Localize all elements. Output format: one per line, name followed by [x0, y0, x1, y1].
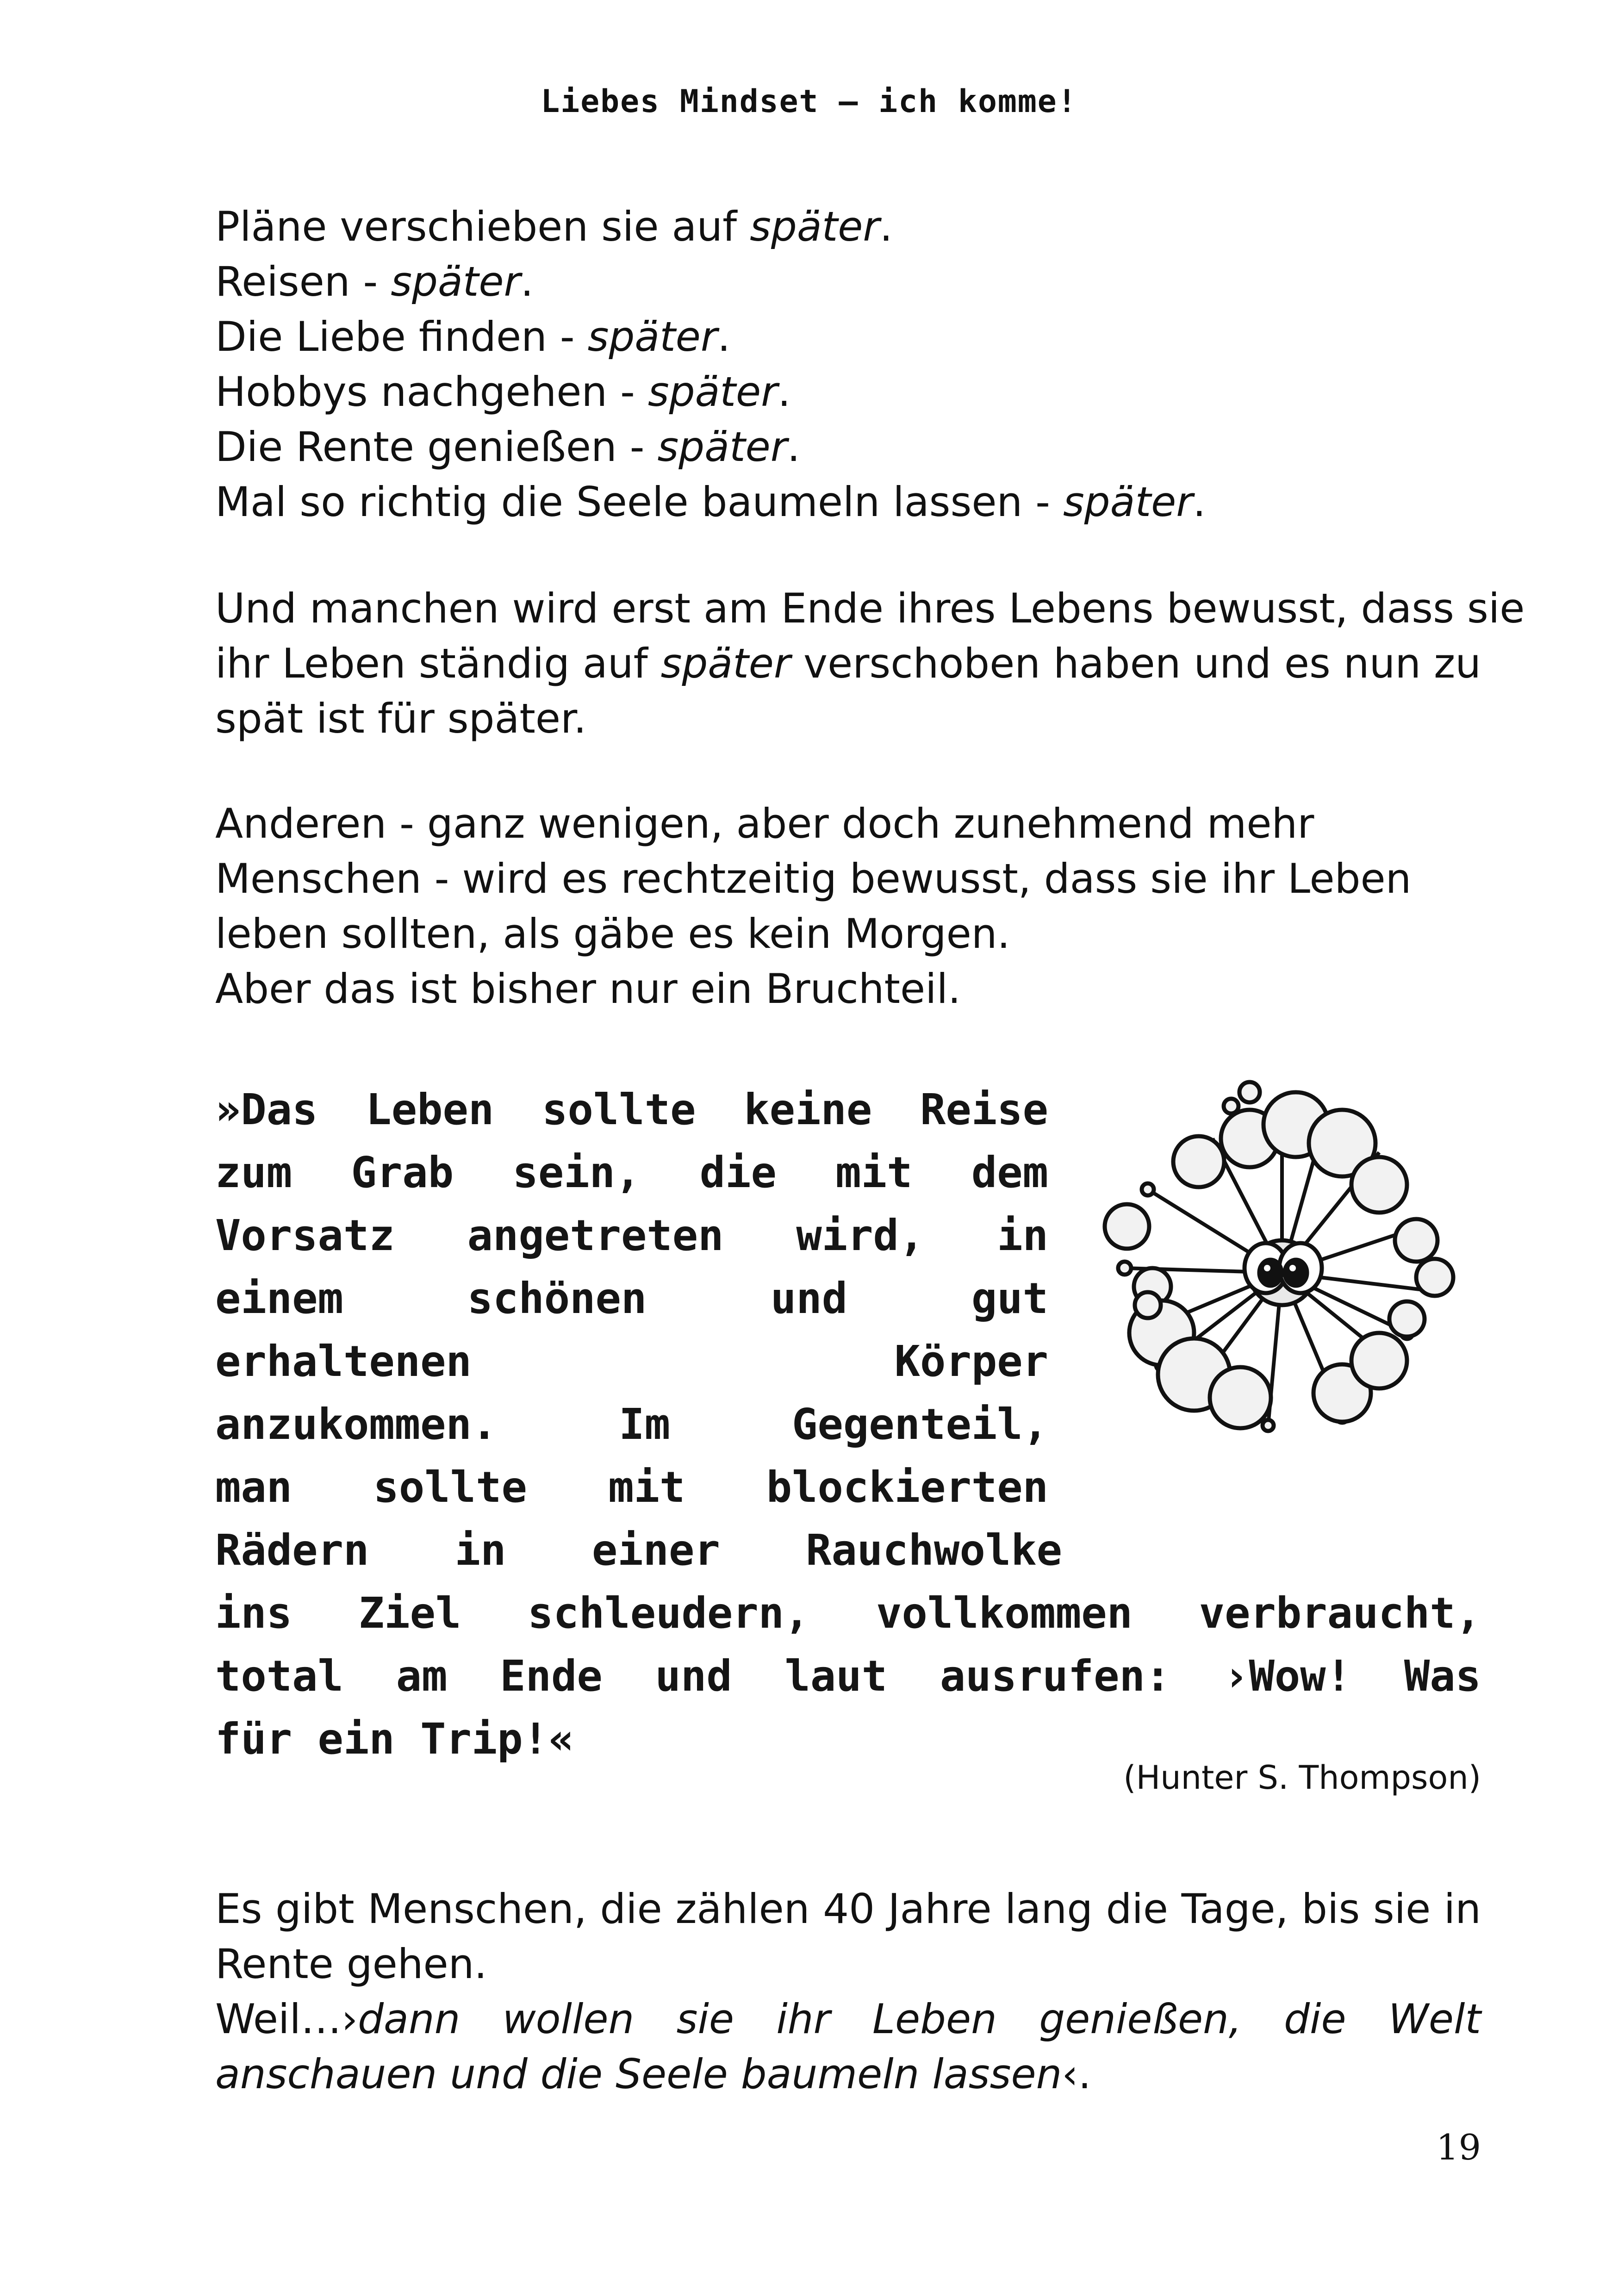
text-line: Die Liebe finden - später. [215, 313, 731, 361]
quote-line: einem schönen und gut [215, 1274, 1048, 1323]
quote-attribution: (Hunter S. Thompson) [1123, 1759, 1481, 1797]
quote-line: total am Ende und laut ausrufen: ›Wow! Was [215, 1651, 1481, 1701]
text-line: Aber das ist bisher nur ein Bruchteil. [215, 965, 961, 1013]
text-line: ihr Leben ständig auf später verschoben haben und es nun zu [215, 640, 1481, 687]
quote-line: Vorsatz angetreten wird, in [215, 1211, 1048, 1260]
text-line: Mal so richtig die Seele baumeln lassen - später. [215, 478, 1206, 526]
paragraph-others [215, 796, 1481, 1016]
text-line: Und manchen wird erst am Ende ihres Lebens bewusst, dass sie [215, 585, 1525, 632]
quote-line: erhaltenen Körper [215, 1337, 1048, 1386]
quote-line: anzukommen. Im Gegenteil, [215, 1400, 1048, 1449]
paragraph-retirement [215, 1881, 1481, 2102]
text-line: anschauen und die Seele baumeln lassen‹. [215, 2050, 1091, 2098]
text-line: Rente gehen. [215, 1940, 487, 1988]
quote-line: ins Ziel schleudern, vollkommen verbraucht, [215, 1588, 1481, 1638]
quote-line: »Das Leben sollte keine Reise [215, 1085, 1048, 1134]
quote-line: für ein Trip!« [215, 1714, 574, 1764]
quote-line: zum Grab sein, die mit dem [215, 1148, 1048, 1197]
text-line: Reisen - später. [215, 258, 534, 305]
page-number: 19 [1436, 2127, 1481, 2168]
text-line: spät ist für später. [215, 695, 587, 742]
text-line: Pläne verschieben sie auf später. [215, 203, 893, 250]
text-line: Anderen - ganz wenigen, aber doch zunehmend mehr [215, 800, 1314, 847]
text-line: Die Rente genießen - später. [215, 423, 800, 471]
text-line: Menschen - wird es rechtzeitig bewusst, dass sie ihr Leben [215, 855, 1412, 902]
paragraph-later-list [215, 199, 1481, 529]
text-line: Es gibt Menschen, die zählen 40 Jahre lang die Tage, bis sie in [215, 1885, 1481, 1933]
paragraph-end-of-life [215, 581, 1525, 746]
quote-line: Rädern in einer Rauchwolke [215, 1525, 1062, 1575]
text-line: Hobbys nachgehen - später. [215, 368, 791, 416]
text-line: Weil…›dann wollen sie ihr Leben genießen, die Welt [215, 1995, 1481, 2043]
page-header: Liebes Mindset – ich komme! [541, 83, 1077, 120]
text-line: leben sollten, als gäbe es kein Morgen. [215, 910, 1010, 958]
smoke-cloud-character-icon [1083, 1074, 1481, 1472]
quote-line: man sollte mit blockierten [215, 1462, 1048, 1512]
